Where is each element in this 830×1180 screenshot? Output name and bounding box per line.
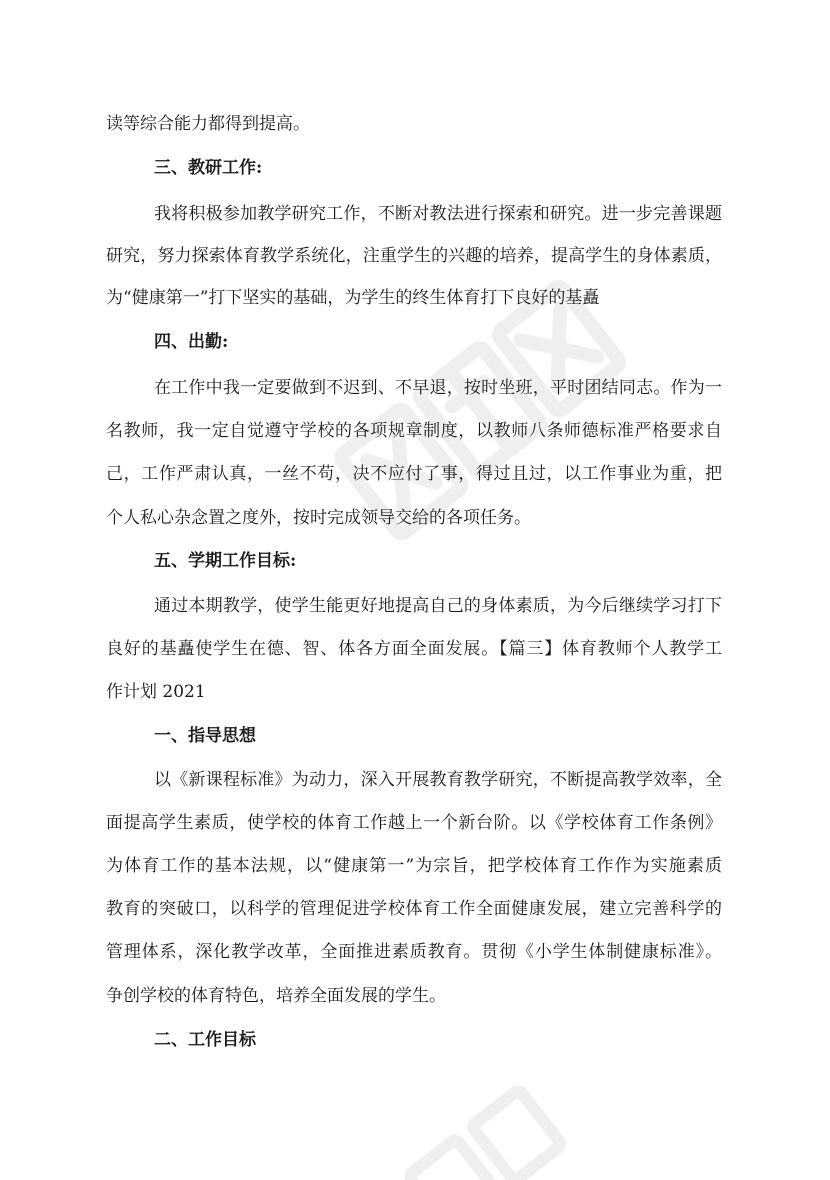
section-heading-attendance: 四、出勤: [154,332,229,352]
paragraph-line: 读等综合能力都得到提高。 [106,114,310,134]
section-heading-guiding-ideology: 一、指导思想 [154,726,256,746]
paragraph-line: 教育的突破口，以科学的管理促进学校体育工作全面健康发展，建立完善科学的 [106,899,722,919]
section-heading-semester-goals: 五、学期工作目标: [154,551,297,571]
paragraph-line: 为“健康第一”打下坚实的基础，为学生的终生体育打下良好的基矗 [106,288,600,308]
section-heading-work-goals: 二、工作目标 [154,1030,256,1050]
paragraph-line: 作计划 2021 [106,682,206,702]
paragraph-line: 个人私心杂念置之度外，按时完成领导交给的各项任务。 [106,508,531,528]
watermark-graphic-bottom [380,1070,600,1180]
paragraph-line: 为体育工作的基本法规，以“健康第一”为宗旨，把学校体育工作作为实施素质 [106,856,722,876]
paragraph-line: 我将积极参加教学研究工作，不断对教法进行探索和研究。进一步完善课题 [154,204,722,224]
paragraph-line: 管理体系，深化教学改革，全面推进素质教育。贯彻《小学生体制健康标准》。 [106,942,722,962]
paragraph-line: 争创学校的体育特色，培养全面发展的学生。 [106,986,446,1006]
paragraph-line: 己，工作严肃认真，一丝不苟，决不应付了事，得过且过，以工作事业为重，把 [106,464,722,484]
paragraph-line: 面提高学生素质，使学校的体育工作越上一个新台阶。以《学校体育工作条例》 [106,813,722,833]
paragraph-line: 以《新课程标准》为动力，深入开展教育教学研究，不断提高教学效率，全 [154,770,722,790]
section-heading-research: 三、教研工作: [154,158,263,178]
paragraph-line: 研究，努力探索体育教学系统化，注重学生的兴趣的培养，提高学生的身体素质， [106,246,722,266]
paragraph-line: 良好的基矗使学生在德、智、体各方面全面发展。【篇三】体育教师个人教学工 [106,639,722,659]
paragraph-line: 在工作中我一定要做到不迟到、不早退，按时坐班，平时团结同志。作为一 [154,378,722,398]
watermark-graphic [300,230,660,590]
paragraph-line: 通过本期教学，使学生能更好地提高自己的身体素质，为今后继续学习打下 [154,596,722,616]
paragraph-line: 名教师，我一定自觉遵守学校的各项规章制度，以教师八条师德标准严格要求自 [106,421,722,441]
